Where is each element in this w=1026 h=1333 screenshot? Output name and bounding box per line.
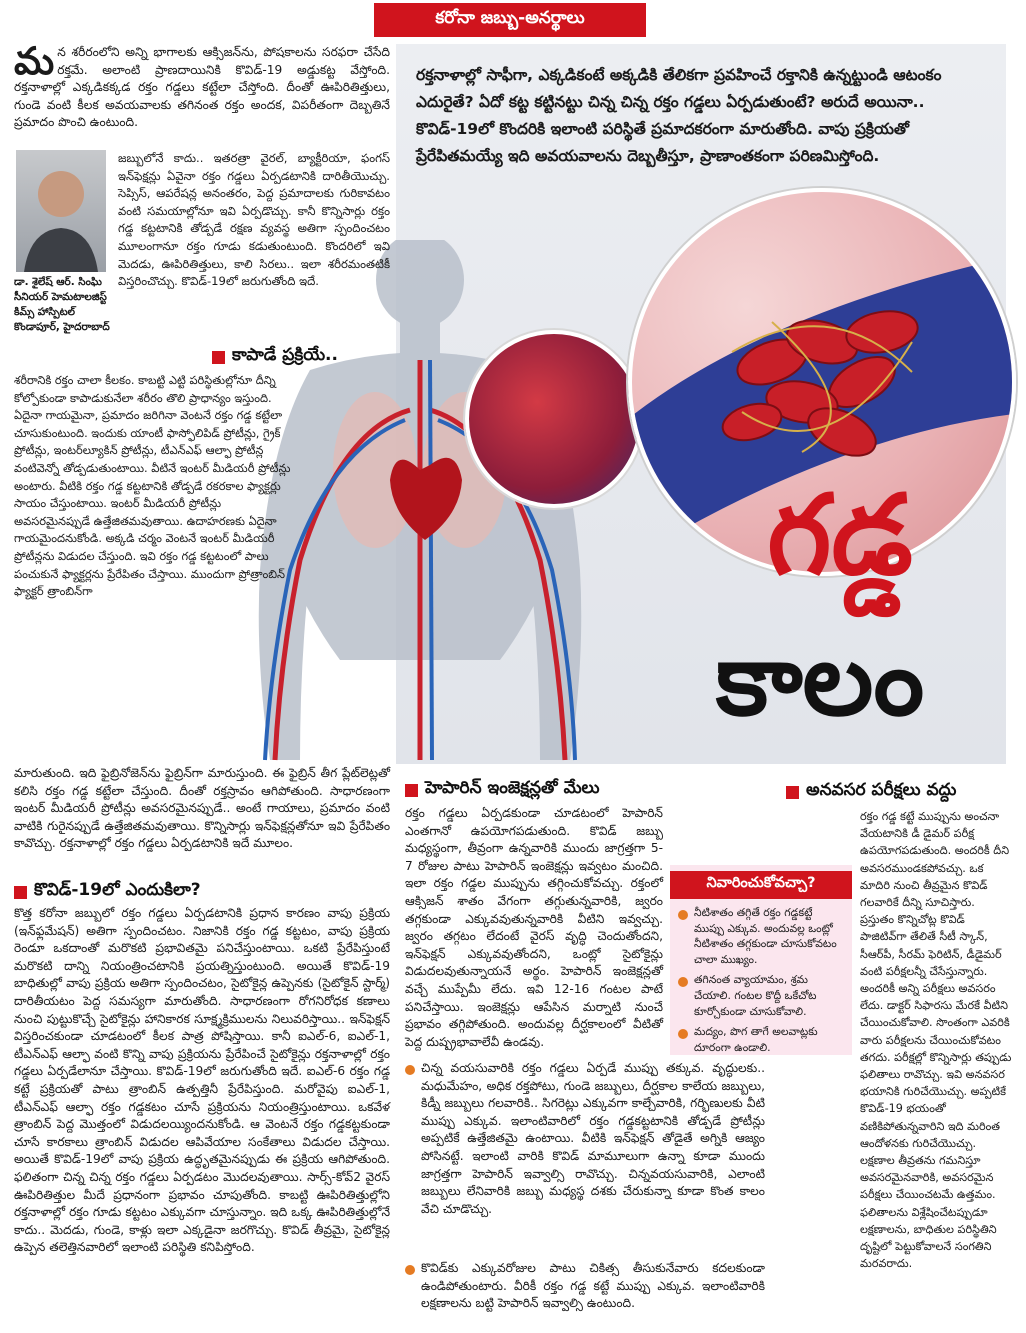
sec3-bullet-1-text: చిన్న వయసువారికి రక్తం గడ్డలు ఏర్పడే ముప్పు తక్కువ. వృద్ధులకు.. మధుమేహం, అధిక రక్తపోటు, గుండె జబ్బులు, దీర్ఘకాల కాలేయ జబ్బులు, కిడ్నీ జబ్బులు గలవారికి.. సిగరెట్లు ఎక్కువగా కాల్చేవారికి, గర్భిణులకు వీటి ముప్పు ఎక్కువ. ఇలాంటివారిలో రక్తం గడ్డకట్టటానికి తోడ్పడే ప్రోటీన్లు అప్పటికే ఉత్తేజితమై ఉంటాయి. వీటికి ఇన్‌ఫెక్షన్‌ తోడైతే అగ్నికి ఆజ్యం పోసినట్టే. ఇలాంటి వారికి కొవిడ్‌ మామూలుగా ఉన్నా కూడా ముందు జాగ్రత్తగా హెపారిన్‌ ఇవ్వాల్సి రావొచ్చు. చిన్నవయసువారికి, ఎలాంటి జబ్బులు లేనివారికి జబ్బు మధ్యస్థ దశకు చేరుకున్నా కూడా కొంత కాలం వేచి చూడొచ్చు. <box>421 1061 765 1216</box>
author-name: డా. శైలేష్‌ ఆర్‌. సింఘి <box>14 276 102 288</box>
drop-cap: మ <box>14 39 55 83</box>
sec4-marker <box>786 786 799 799</box>
sec1-heading-text: కాపాడే ప్రక్రియే.. <box>232 345 338 365</box>
sec3-bullet-2-text: కొవిడ్‌కు ఎక్కువరోజుల పాటు చికిత్స తీసుకునేవారు కదలకుండా ఉండిపోతుంటారు. వీరికీ రక్తం గడ్డ కట్టే ముప్పు ఎక్కువ. ఇలాంటివారికి లక్షణాలను బట్టి హెపారిన్‌ ఇవ్వాల్సి ఉంటుంది. <box>421 1261 765 1311</box>
sec2-heading <box>14 880 201 904</box>
author-photo <box>16 150 106 272</box>
sec1-marker <box>212 351 225 364</box>
headline-line-2: కాలం <box>715 621 925 738</box>
section-tag-label: కరోనా జబ్బు-అనర్థాలు <box>435 8 585 28</box>
sec2-text: కొత్త కరోనా జబ్బులో రక్తం గడ్డలు ఏర్పడటానికి ప్రధాన కారణం వాపు ప్రక్రియ (ఇన్‌ఫ్లమేషన్‌) అతిగా స్పందించటం. నిజానికి రక్తం గడ్డ కట్టటం, వాపు ప్రక్రియ రెండూ ఒకదాంతో మరొకటి ప్రభావితమై పనిచేస్తుంటాయి. ఒకటి ప్రేరేపిస్తుంటే మరొకటి దాన్ని నియంత్రించటానికి ప్రయత్నిస్తుంటుంది. అయితే కొవిడ్‌-19 బాధితుల్లో వాపు ప్రక్రియ అతిగా స్పందించటం, సైటోకైన్ల ఉప్పెనకు (సైటోకైన్‌ స్టార్మ్‌) దారితీయటం పెద్ద సమస్యగా మారుతోంది. సాధారణంగా రోగనిరోధక కణాలు నుంచి పుట్టుకొచ్చే సైటోకైన్లు హానికారక సూక్ష్మక్రిములను నిలువరిస్తాయి.. ఇన్‌ఫెక్షన్‌ విస్తరించకుండా చూడటంలో కీలక పాత్ర పోషిస్తాయి. కానీ ఐఎల్‌-6, ఐఎల్‌-1, టీఎన్‌ఎఫ్‌ ఆల్ఫా వంటి కొన్ని వాపు ప్రక్రియను ప్రేరేపించే సైటోకైన్లు రక్తనాళాల్లో రక్తం గడ్డలు ఏర్పడేలానూ చేస్తాయి. కొవిడ్‌-19లో జరుగుతోంది ఇదే. ఐఎల్‌-6 రక్తం గడ్డ కట్టే ప్రక్రియతో పాటు త్రాంబిన్‌ ఉత్పత్తినీ ప్రేరేపిస్తుంది. మరోవైపు ఐఎల్‌-1, టీఎన్‌ఎఫ్‌ ఆల్ఫా రక్తం గడ్డకటం చూసే ప్రక్రియను నియంత్రిస్తుంటాయి. ఒకవేళ త్రాంబిన్‌ పెద్ద మొత్తంలో విడుదలయ్యిందనుకోండి. ఆ వెంటనే రక్తం గడ్డకట్టకుండా చూసే కారకాలు త్రాంబిన్‌ విడుదల ఆపివేయాల సంకేతాలు విడుదల చేస్తాయి. అయితే కొవిడ్‌-19లో వాపు ప్రక్రియ ఉద్ధృతమైనప్పుడు ఈ ప్రక్రియ ఆగిపోతుంది. ఫలితంగా చిన్న చిన్న రక్తం గడ్డలు ఏర్పడటం మొదలవుతాయి. సార్స్‌-కోవ్‌2 వైరస్‌ ఊపిరితిత్తుల మీదే ప్రధానంగా ప్రభావం చూపుతోంది. కాబట్టి ఊపిరితిత్తుల్లోని రక్తనాళాల్లో రక్తం గూడు కట్టటం ఎక్కువగా చూస్తున్నాం. ఇది ఒక్క ఊపిరితిత్తుల్లోనే కాదు.. మెదడు, గుండె, కాళ్లు ఇలా ఎక్కడైనా జరగొచ్చు. కొవిడ్‌ తీవ్రమై, సైటోకైన్ల ఉప్పెన తలెత్తినవారిలో ఇలాంటి పరిస్థితి కనిపిస్తోంది. <box>14 906 390 1255</box>
vessel-inset-small <box>465 330 643 508</box>
intro-text: న శరీరంలోని అన్ని భాగాలకు ఆక్సిజన్‌ను, పోషకాలను సరఫరా చేసేది రక్తమే. అలాంటి ప్రాణదాయినికి కొవిడ్‌-19 అడ్డుకట్ట వేస్తోంది. రక్తనాళాల్లో ఎక్కడికక్కడ రక్తం గడ్డలు కట్టేలా చేస్తోంది. దీంతో ఊపిరితిత్తులు, గుండె వంటి కీలక అవయవాలకు తగినంత రక్తం అందక, విపరీతంగా దెబ్బతినే ప్రమాదం పొంచి ఉంటుంది. <box>14 45 390 130</box>
sec4-heading-text: అనవసర పరీక్షలు వద్దు <box>806 780 957 800</box>
prevention-box <box>670 865 852 1055</box>
sec3-text: రక్తం గడ్డలు ఏర్పడకుండా చూడటంలో హెపారిన్‌ ఎంతగానో ఉపయోగపడుతుంది. కొవిడ్‌ జబ్బు మధ్యస్థంగా, తీవ్రంగా ఉన్నవారికి ముందు జాగ్రత్తగా 5- 7 రోజుల పాటు హెపారిన్‌ ఇంజెక్షన్లు ఇవ్వటం మంచిది. ఇలా రక్తం గడ్డల ముప్పును తగ్గించుకోవచ్చు. రక్తంలో ఆక్సిజన్‌ శాతం వేగంగా తగ్గుతున్నవారికి, జ్వరం తగ్గకుండా ఎక్కువవుతున్నవారికి వీటిని ఇవ్వచ్చు. జ్వరం తగ్గటం లేదంటే వైరస్‌ వృద్ధి చెందుతోందని, ఇన్‌ఫెక్షన్‌ ఎక్కువవుతోందని, ఒంట్లో సైటోకైన్లు విడుదలవుతున్నాయనే అర్థం. హెపారిన్‌ ఇంజెక్షన్లతో వచ్చే ముప్పేమీ లేదు. ఇవి 12-16 గంటల పాటే పనిచేస్తాయి. ఇంజెక్షన్లు ఆపేసిన మర్నాటి నుంచే ప్రభావం తగ్గిపోతుంది. అందువల్ల దీర్ఘకాలంలో వీటితో పెద్ద దుష్ప్రభావాలేవీ ఉండవు. <box>405 806 663 1049</box>
author-caption <box>14 275 114 335</box>
author-hospital: కిమ్స్‌ హాస్పిటల్‌ <box>14 306 75 318</box>
sec1-text: శరీరానికి రక్తం చాలా కీలకం. కాబట్టి ఎట్టి పరిస్థితుల్లోనూ దీన్ని కోల్పోకుండా కాపాడుకునేలా శరీరం తొలి ప్రాధాన్యం ఇస్తుంది. ఏదైనా గాయమైనా, ప్రమాదం జరిగినా వెంటనే రక్తం గడ్డ కట్టేలా చూసుకుంటుంది. ఇందుకు యాంటీ ఫాస్ఫోలిపిడ్‌ ప్రోటీన్లు, గ్రైక్‌ ప్రోటీన్లు, ఇంటర్‌ల్యూకిన్‌ ప్రోటీన్లు, టీఎన్‌ఎఫ్‌ ఆల్ఫా ప్రోటీన్ల వంటివెన్నో తోడ్పడుతుంటాయి. వీటినే ఇంటర్‌ మీడియరీ ప్రోటీన్లు అంటారు. వీటికి రక్తం గడ్డ కట్టటానికి తోడ్పడే రకరకాల ఫ్యాక్టర్లు సాయం చేస్తుంటాయి. ఇంటర్‌ మీడియరీ ప్రోటీన్లు అవసరమైనప్పుడే ఉత్తేజితమవుతాయి. ఉదాహరణకు ఏదైనా గాయమైందనుకోండి. అక్కడి చర్మం వెంటనే ఇంటర్‌ మీడియరీ ప్రోటీన్లను విడుదల చేస్తుంది. ఇవి రక్తం గడ్డ కట్టటంలో పాలు పంచుకునే ఫ్యాక్టర్లను ప్రేరేపితం చేస్తాయి. ముందుగా ప్రోత్రాంబిన్‌ ఫ్యాక్టర్‌ త్రాంబిన్‌గా <box>14 373 291 599</box>
bullet-dot <box>405 1265 415 1275</box>
prevention-item-2-text: తగినంత వ్యాయామం, శ్రమ చేయాలి. గంటల కొద్దీ ఒకేచోట కూర్చోకుండా చూసుకోవాలి. <box>694 973 817 1018</box>
author-place: కొండాపూర్‌, హైదరాబాద్‌ <box>14 321 110 333</box>
sec2-marker <box>14 886 27 899</box>
sec1-text-continued: మారుతుంది. ఇది ఫైబ్రినోజెన్‌ను ఫైబ్రిన్‌గా మారుస్తుంది. ఈ ఫైబ్రిన్‌ తీగ ప్లేట్‌లెట్లతో కలిసి రక్తం గడ్డ కట్టేలా చేస్తుంది. దీంతో రక్తస్రావం ఆగిపోతుంది. సాధారణంగా ఇంటర్‌ మీడియరీ ప్రోటీన్లు అవసరమైనప్పుడే.. అంటే గాయాలు, ప్రమాదం వంటి వాటికి గురైనప్పుడే ఉత్తేజితమవుతాయి. కొన్నిసార్లు ఇన్‌ఫెక్షన్లతోనూ ఇవి ప్రేరేపితం కావొచ్చు. రక్తనాళాల్లో రక్తం గడ్డలు ఏర్పడటానికి ఇదే మూలం. <box>14 766 390 851</box>
sec3-bullet-1 <box>405 1060 765 1218</box>
headline-line-1: గడ్డ <box>767 471 913 599</box>
prevention-item-3 <box>678 1024 844 1055</box>
anatomy-illustration <box>230 240 700 780</box>
intro-paragraph <box>14 39 390 132</box>
bullet-dot <box>678 977 688 987</box>
author-side-text: జబ్బులోనే కాదు.. ఇతరత్రా వైరల్‌, బ్యాక్టీరియా, ఫంగస్‌ ఇన్‌ఫెక్షన్లు ఏవైనా రక్తం గడ్డలు ఏర్పడటానికి దారితీయొచ్చు. సెప్సిస్‌, ఆపరేషన్ల అనంతరం, పెద్ద ప్రమాదాలకు గురికావటం వంటి సమయాల్లోనూ ఇవి ఏర్పడొచ్చు. కానీ కొన్నిసార్లు రక్తం గడ్డ కట్టటానికి తోడ్పడే రక్షణ వ్యవస్థ అతిగా స్పందించటం మూలంగానూ రక్తం గూడు కడుతుంటుంది. కొందరిలో ఇవి మెదడు, ఊపిరితిత్తులు, కాలి సిరలు.. ఇలా శరీరమంతటికీ విస్తరించొచ్చు. కొవిడ్‌-19లో జరుగుతోంది ఇదే. <box>118 151 390 289</box>
sec2-heading-text: కొవిడ్‌-19లో ఎందుకిలా? <box>34 880 201 900</box>
author-title: సీనియర్‌ హెమటాలజిస్ట్‌ <box>14 291 107 303</box>
bullet-dot <box>678 910 688 920</box>
sec1-heading <box>212 345 338 369</box>
sec3-marker <box>405 784 418 797</box>
sec3-heading-text: హెపారిన్‌ ఇంజెక్షన్లతో మేలు <box>425 778 600 798</box>
callout-text: రక్తనాళాల్లో సాఫీగా, ఎక్కడికంటే అక్కడికి తేలికగా ప్రవహించే రక్తానికి ఉన్నట్టుండి ఆటంకం ఎదురైతే? ఏదో కట్ట కట్టినట్టు చిన్న చిన్న రక్తం గడ్డలు ఏర్పడుతుంటే? అరుదే అయినా.. కొవిడ్‌-19లో కొందరికి ఇలాంటి పరిస్థితే ప్రమాదకరంగా మారుతోంది. వాపు ప్రక్రియతో ప్రేరేపితమయ్యే ఇది అవయవాలను దెబ్బతీస్తూ, ప్రాణాంతకంగా పరిణమిస్తోంది. <box>416 66 942 165</box>
prevention-item-1-text: నీటిశాతం తగ్గితే రక్తం గడ్డకట్టే ముప్పు ఎక్కువ. అందువల్ల ఒంట్లో నీటిశాతం తగ్గకుండా చూసుకోవటం చాలా ముఖ్యం. <box>694 906 837 966</box>
section-tag <box>374 3 646 37</box>
sec4-heading <box>786 780 956 804</box>
bullet-dot <box>678 1029 688 1039</box>
prevention-item-2 <box>678 972 844 1019</box>
prevention-item-3-text: మద్యం, పొగ తాగే అలవాట్లకు దూరంగా ఉండాలి. <box>694 1025 818 1054</box>
sec3-heading <box>405 778 600 802</box>
sec4-text: రక్తం గడ్డ కట్టే ముప్పును అంచనా వేయటానికి డీ డైమర్‌ పరీక్ష ఉపయోగపడుతుంది. అందరికీ దీని అవసరముండకపోవచ్చు. ఒక మాదిరి నుంచి తీవ్రమైన కొవిడ్‌ గలవారికే దీన్ని సూచిస్తారు. ప్రస్తుతం కొన్నిచోట్ల కొవిడ్‌ పాజిటివ్‌గా తేలితే సీటీ స్కాన్‌, సీఆర్‌పీ, సీరమ్‌ ఫెరిటిన్‌, డీడైమర్‌ వంటి పరీక్షలన్నీ చేసేస్తున్నారు. అందరికీ అన్ని పరీక్షలు అవసరం లేదు. డాక్టర్‌ సిఫారసు మేరకే వీటిని చేయించుకోవాలి. సొంతంగా ఎవరికి వారు పరీక్షలను చేయించుకోవటం తగదు. పరీక్షల్లో కొన్నిసార్లు తప్పుడు ఫలితాలు రావొచ్చు. ఇవి అనవసర భయానికి గురిచేయొచ్చు. అప్పటికే కొవిడ్‌-19 భయంతో వణికిపోతున్నవారిని ఇది మరింత ఆందోళనకు గురిచేయొచ్చు. లక్షణాల తీవ్రతను గమనిస్తూ అవసరమైనవారికి, అవసరమైన పరీక్షలు చేయించటమే ఉత్తమం. ఫలితాలను విశ్లేషించేటప్పుడూ లక్షణాలను, బాధితుల పరిస్థితిని దృష్టిలో పెట్టుకోవాలనే సంగతిని మరవరాదు. <box>860 810 1012 1271</box>
prevention-box-heading: నివారించుకోవచ్చా? <box>670 871 852 899</box>
sec3-bullet-2 <box>405 1260 765 1313</box>
bullet-dot <box>405 1065 415 1075</box>
prevention-item-1 <box>678 905 844 967</box>
